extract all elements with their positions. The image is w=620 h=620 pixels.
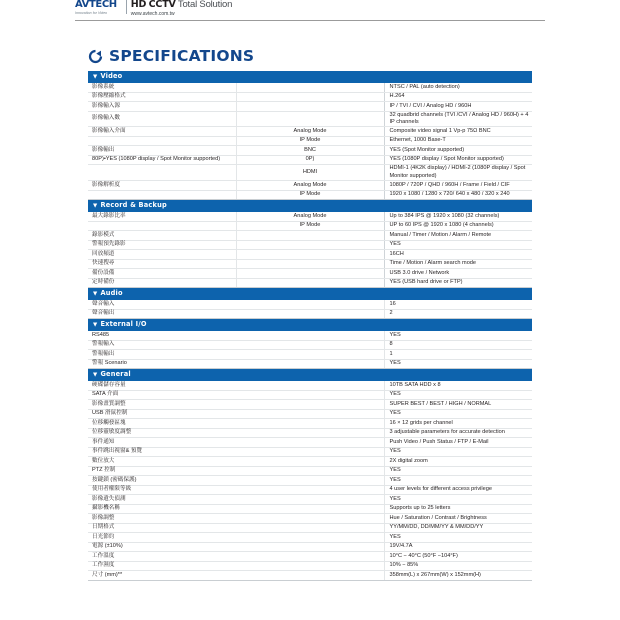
- spec-label: 影像壓縮格式: [88, 92, 236, 102]
- brand-tagline: [131, 0, 232, 10]
- spec-value: 10TB SATA HDD x 8: [384, 381, 532, 390]
- spec-label: 事件跳出視窗& 預覽: [88, 447, 384, 457]
- spec-value: 19V/4.7A: [384, 542, 532, 552]
- chevron-down-icon: ▼: [93, 372, 98, 379]
- spec-mode: Analog Mode: [236, 212, 384, 221]
- spec-mode: [236, 111, 384, 127]
- refresh-circle-icon: [88, 49, 103, 64]
- logo-wordmark: AVTECH: [75, 0, 117, 10]
- spec-label: 影像解析度: [88, 181, 236, 191]
- table-row: [88, 350, 532, 360]
- table-row: [88, 250, 532, 260]
- table-row: [88, 495, 532, 505]
- logo-tagline: Innovation for Video: [75, 11, 108, 15]
- spec-label: 電源 (±10%): [88, 542, 384, 552]
- section-header-label: Record & Backup: [100, 201, 167, 210]
- spec-value: 2: [384, 309, 532, 319]
- header-divider: [126, 0, 127, 14]
- spec-mode: [236, 278, 384, 288]
- table-row: [88, 269, 532, 279]
- spec-value: YES: [384, 466, 532, 476]
- spec-label: 聲音輸入: [88, 300, 384, 309]
- section-header-cell: [88, 200, 532, 213]
- spec-value: 32 quadbrid channels (TVI /CVI / Analog HD / 960H) + 4 IP channels: [384, 111, 532, 127]
- spec-value: 10% − 85%: [384, 561, 532, 571]
- spec-value: H.264: [384, 92, 532, 102]
- spec-label: 位移靈敏度調整: [88, 428, 384, 438]
- table-row: [88, 190, 532, 200]
- spec-label: [88, 136, 236, 146]
- spec-label: USB 滑鼠控制: [88, 409, 384, 419]
- table-row: [88, 165, 532, 181]
- spec-value: 358mm(L) x 267mm(W) x 152mm(H): [384, 571, 532, 581]
- table-row: [88, 400, 532, 410]
- spec-value: 8: [384, 340, 532, 350]
- chevron-down-icon: ▼: [93, 322, 98, 329]
- spec-value: Manual / Timer / Motion / Alarm / Remote: [384, 231, 532, 241]
- spec-value: 1080P / 720P / QHD / 960H / Frame / Field / CIF: [384, 181, 532, 191]
- table-row: [88, 561, 532, 571]
- brand-cctv-text: CCTV: [148, 0, 176, 10]
- table-row: [88, 542, 532, 552]
- spec-mode: IP Mode: [236, 221, 384, 231]
- spec-label: 攝影機名稱: [88, 504, 384, 514]
- header-rule: [75, 20, 545, 21]
- spec-label: 回放頻道: [88, 250, 236, 260]
- spec-label: 硬碟儲存容量: [88, 381, 384, 390]
- spec-label: 尺寸 (mm)**: [88, 571, 384, 581]
- spec-label: [88, 165, 236, 181]
- table-row: [88, 390, 532, 400]
- table-row: [88, 438, 532, 448]
- table-row: [88, 466, 532, 476]
- spec-label: 影像系統: [88, 83, 236, 92]
- page-title: SPECIFICATIONS: [109, 47, 255, 65]
- spec-label: 警報 Scenario: [88, 359, 384, 369]
- spec-label: 快速搜尋: [88, 259, 236, 269]
- table-row: [88, 514, 532, 524]
- spec-value: YES: [384, 533, 532, 543]
- table-row: [88, 381, 532, 390]
- spec-mode: [236, 240, 384, 250]
- spec-mode: HDMI: [236, 165, 384, 181]
- spec-label: 位移觸發區塊: [88, 419, 384, 429]
- spec-label: 事件通知: [88, 438, 384, 448]
- spec-label: 影像輸入數: [88, 111, 236, 127]
- brand-header-content: [75, 0, 232, 18]
- spec-value: YES: [384, 390, 532, 400]
- spec-label: 最大錄影比率: [88, 212, 236, 221]
- section-header-cell: [88, 319, 532, 332]
- spec-label: 影像調整: [88, 514, 384, 524]
- spec-value: Supports up to 25 letters: [384, 504, 532, 514]
- table-row: [88, 552, 532, 562]
- spec-label: 80P)•YES (1080P display / Spot Monitor supported): [88, 155, 236, 165]
- spec-value: YES: [384, 447, 532, 457]
- spec-mode: Analog Mode: [236, 181, 384, 191]
- spec-label: 影像輸入介面: [88, 127, 236, 137]
- spec-label: PTZ 控制: [88, 466, 384, 476]
- spec-label: [88, 190, 236, 200]
- spec-value: SUPER BEST / BEST / HIGH / NORMAL: [384, 400, 532, 410]
- spec-value: 16CH: [384, 250, 532, 260]
- spec-value: 3 adjustable parameters for accurate detection: [384, 428, 532, 438]
- section-header-general[interactable]: [88, 369, 532, 382]
- spec-label: RS485: [88, 331, 384, 340]
- spec-label: 工作濕度: [88, 561, 384, 571]
- table-row: [88, 571, 532, 581]
- brand-url[interactable]: www.avtech.com.tw: [130, 11, 175, 17]
- spec-label: 影像輸入源: [88, 102, 236, 112]
- spec-value: Time / Motion / Alarm search mode: [384, 259, 532, 269]
- table-row: [88, 447, 532, 457]
- spec-value: Up to 384 IPS @ 1920 x 1080 (32 channels): [384, 212, 532, 221]
- section-header-audio[interactable]: [88, 288, 532, 301]
- spec-value: YES: [384, 476, 532, 486]
- table-row: [88, 231, 532, 241]
- spec-mode: IP Mode: [236, 136, 384, 146]
- section-header-cell: [88, 71, 532, 83]
- table-row: [88, 83, 532, 92]
- section-header-record-backup[interactable]: [88, 200, 532, 213]
- spec-mode: [236, 259, 384, 269]
- section-header-video[interactable]: [88, 71, 532, 83]
- spec-value: YES (Spot Monitor supported): [384, 146, 532, 156]
- table-row: [88, 485, 532, 495]
- spec-value: 1920 x 1080 / 1280 x 720/ 640 x 480 / 320 x 240: [384, 190, 532, 200]
- spec-label: 錄影模式: [88, 231, 236, 241]
- table-row: [88, 476, 532, 486]
- table-row: [88, 181, 532, 191]
- spec-value: UP to 60 IPS @ 1920 x 1080 (4 channels): [384, 221, 532, 231]
- spec-label: 聲音輸出: [88, 309, 384, 319]
- avtech-logo: [75, 0, 122, 16]
- section-header-label: Audio: [100, 289, 123, 298]
- spec-value: NTSC / PAL (auto detection): [384, 83, 532, 92]
- section-header-label: Video: [100, 72, 123, 80]
- table-row: [88, 212, 532, 221]
- spec-mode: [236, 102, 384, 112]
- table-row: [88, 409, 532, 419]
- table-row: [88, 221, 532, 231]
- specifications-table: [88, 71, 532, 581]
- table-row: [88, 155, 532, 165]
- spec-value: USB 3.0 drive / Network: [384, 269, 532, 279]
- spec-label: 使用者權限等級: [88, 485, 384, 495]
- table-row: [88, 240, 532, 250]
- spec-label: 日光節約: [88, 533, 384, 543]
- chevron-down-icon: ▼: [93, 74, 98, 80]
- table-row: [88, 309, 532, 319]
- table-row: [88, 146, 532, 156]
- spec-value: YES: [384, 240, 532, 250]
- spec-mode: [236, 83, 384, 92]
- section-header-label: External I/O: [100, 320, 147, 329]
- table-row: [88, 92, 532, 102]
- table-row: [88, 136, 532, 146]
- spec-value: YY/MM/DD, DD/MM/YY & MM/DD/YY: [384, 523, 532, 533]
- spec-label: 工作溫度: [88, 552, 384, 562]
- spec-value: 16: [384, 300, 532, 309]
- spec-label: 定時備份: [88, 278, 236, 288]
- spec-mode: [236, 92, 384, 102]
- spec-label: 影像畫質調整: [88, 400, 384, 410]
- spec-label: [88, 221, 236, 231]
- spec-value: YES (1080P display / Spot Monitor supported): [384, 155, 532, 165]
- spec-label: 警報預先錄影: [88, 240, 236, 250]
- table-row: [88, 127, 532, 137]
- spec-mode: [236, 231, 384, 241]
- table-row: [88, 102, 532, 112]
- spec-value: 4 user levels for different access privilege: [384, 485, 532, 495]
- spec-mode: [236, 250, 384, 260]
- brand-hd-text: HD: [130, 0, 147, 10]
- table-row: [88, 533, 532, 543]
- table-row: [88, 300, 532, 309]
- chevron-down-icon: ▼: [93, 291, 98, 298]
- table-row: [88, 278, 532, 288]
- spec-label: 警報輸入: [88, 340, 384, 350]
- table-row: [88, 259, 532, 269]
- chevron-down-icon: ▼: [93, 203, 98, 210]
- table-row: [88, 359, 532, 369]
- spec-value: Composite video signal 1 Vp-p 75Ω BNC: [384, 127, 532, 137]
- section-header-external-i-o[interactable]: [88, 319, 532, 332]
- table-row: [88, 419, 532, 429]
- table-row: [88, 428, 532, 438]
- spec-value: YES (USB hard drive or FTP): [384, 278, 532, 288]
- spec-mode: [236, 269, 384, 279]
- table-row: [88, 340, 532, 350]
- spec-value: YES: [384, 359, 532, 369]
- spec-label: 警報輸出: [88, 350, 384, 360]
- spec-value: YES: [384, 495, 532, 505]
- table-row: [88, 457, 532, 467]
- spec-value: YES: [384, 331, 532, 340]
- table-row: [88, 331, 532, 340]
- section-header-cell: [88, 288, 532, 301]
- spec-label: 影像遺失偵測: [88, 495, 384, 505]
- page-title-row: [88, 49, 254, 64]
- spec-label: 數位放大: [88, 457, 384, 467]
- section-header-label: General: [100, 370, 131, 379]
- spec-value: Ethernet, 1000 Base-T: [384, 136, 532, 146]
- section-header-cell: [88, 369, 532, 382]
- brand-header: [0, 0, 620, 17]
- spec-value: 1: [384, 350, 532, 360]
- spec-label: 按鍵鎖 (密碼保護): [88, 476, 384, 486]
- specifications-body: [88, 71, 532, 580]
- spec-mode: Analog Mode: [236, 127, 384, 137]
- spec-label: 備份設備: [88, 269, 236, 279]
- spec-mode: IP Mode: [236, 190, 384, 200]
- spec-label: SATA 介面: [88, 390, 384, 400]
- spec-mode: BNC: [236, 146, 384, 156]
- spec-value: 10°C − 40°C (50°F −104°F): [384, 552, 532, 562]
- spec-label: 日期格式: [88, 523, 384, 533]
- table-row: [88, 523, 532, 533]
- spec-value: Push Video / Push Status / FTP / E-Mail: [384, 438, 532, 448]
- spec-value: HDMI-1 (4K2K display) / HDMI-2 (1080P display / Spot Monitor supported): [384, 165, 532, 181]
- brand-suffix-text: Total Solution: [177, 0, 233, 10]
- spec-value: 2X digital zoom: [384, 457, 532, 467]
- brand-tagline-block: [131, 0, 232, 18]
- spec-value: YES: [384, 409, 532, 419]
- spec-mode: 0P): [236, 155, 384, 165]
- table-row: [88, 111, 532, 127]
- spec-value: Hue / Saturation / Contrast / Brightness: [384, 514, 532, 524]
- spec-label: 影像輸出: [88, 146, 236, 156]
- spec-value: IP / TVI / CVI / Analog HD / 960H: [384, 102, 532, 112]
- table-row: [88, 504, 532, 514]
- spec-value: 16 × 12 grids per channel: [384, 419, 532, 429]
